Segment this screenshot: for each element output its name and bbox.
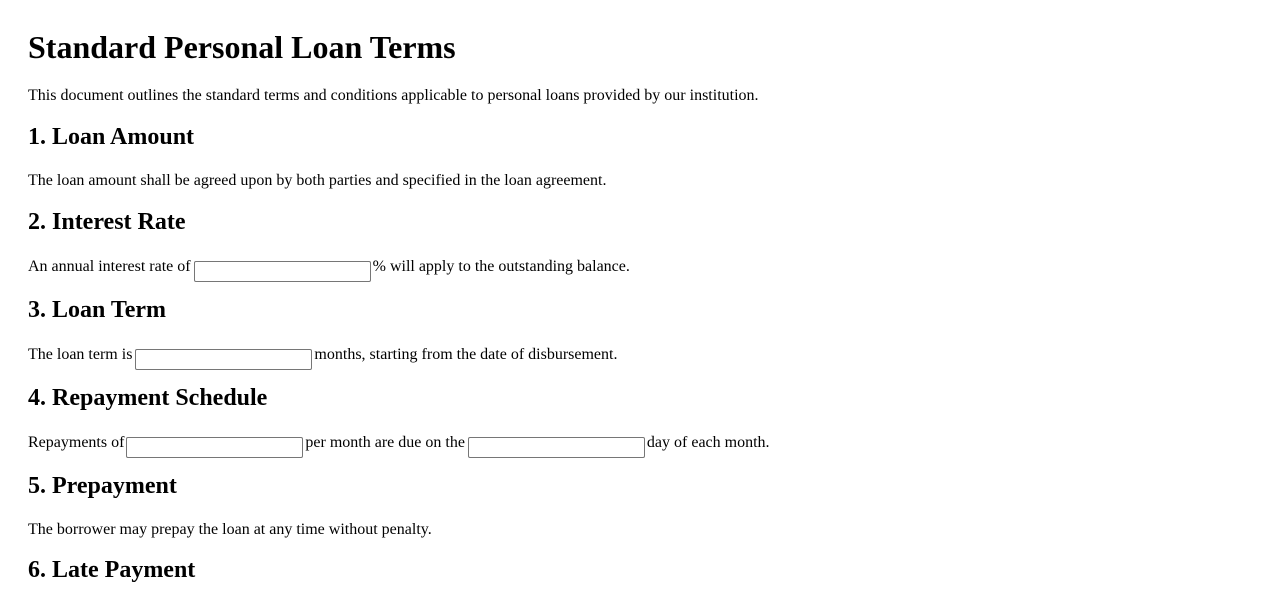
heading-interest-rate: 2. Interest Rate [28, 209, 186, 235]
loan-term-months-input[interactable] [135, 349, 312, 370]
heading-loan-term: 3. Loan Term [28, 297, 167, 323]
repayment-text-middle: per month are due on the [305, 434, 465, 451]
interest-rate-text-before: An annual interest rate of [28, 258, 191, 275]
heading-prepayment: 5. Prepayment [28, 473, 177, 499]
interest-rate-input[interactable] [194, 261, 371, 282]
document-title: Standard Personal Loan Terms [28, 29, 456, 65]
intro-paragraph: This document outlines the standard terms and conditions applicable to personal loans provided by our institution. [28, 87, 759, 104]
heading-repayment-schedule: 4. Repayment Schedule [28, 385, 268, 411]
repayment-day-input[interactable] [468, 437, 645, 458]
repayment-text-after: day of each month. [646, 434, 770, 451]
loan-term-text-after: months, starting from the date of disbursement. [314, 346, 618, 363]
heading-loan-amount: 1. Loan Amount [28, 124, 195, 150]
heading-late-payment: 6. Late Payment [28, 557, 196, 583]
repayment-text-before: Repayments of [28, 434, 125, 451]
prepayment-paragraph: The borrower may prepay the loan at any time without penalty. [28, 521, 432, 538]
loan-term-text-before: The loan term is [28, 346, 133, 363]
interest-rate-text-after: % will apply to the outstanding balance. [372, 258, 630, 275]
loan-term-paragraph [28, 345, 617, 370]
loan-amount-paragraph: The loan amount shall be agreed upon by both parties and specified in the loan agreement. [28, 172, 607, 189]
repayment-schedule-paragraph [28, 433, 770, 458]
repayment-amount-input[interactable] [126, 437, 303, 458]
interest-rate-paragraph [28, 257, 630, 282]
